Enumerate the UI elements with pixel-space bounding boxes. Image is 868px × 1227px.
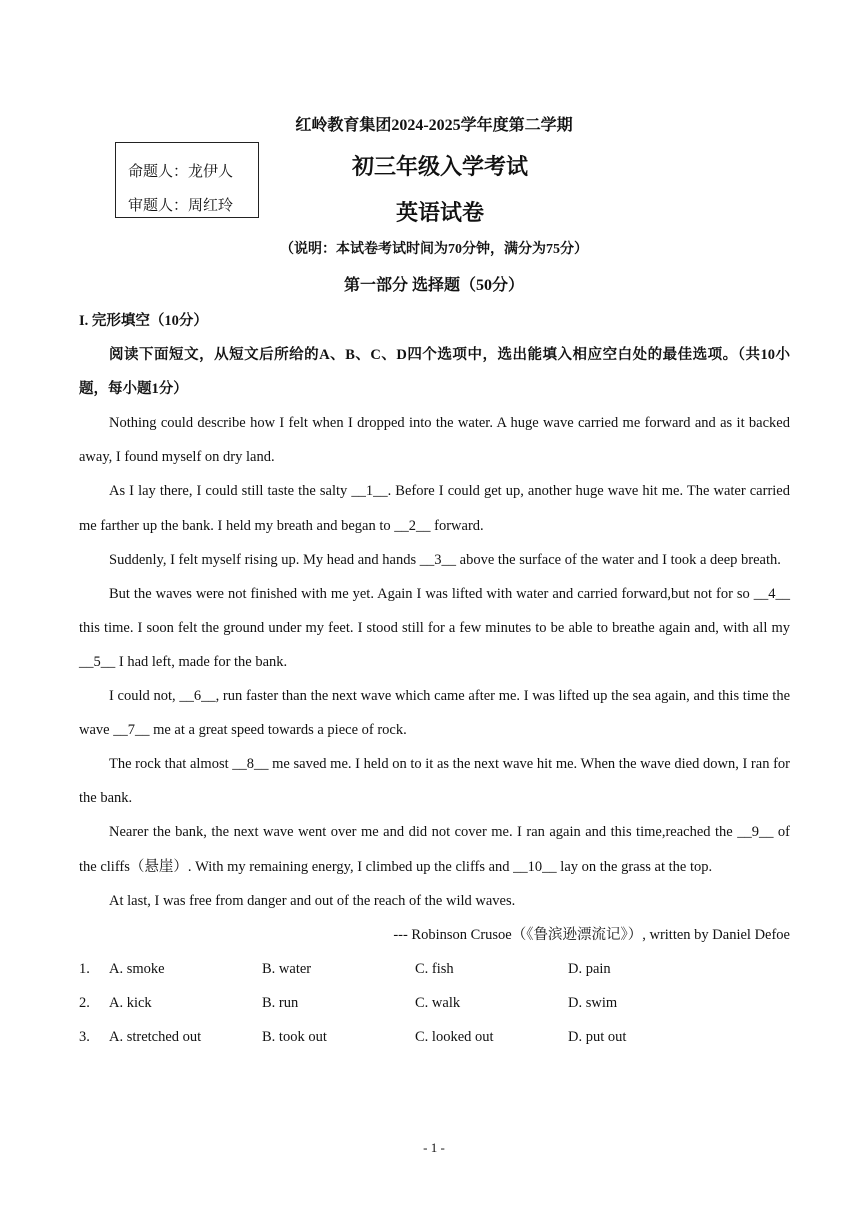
question-number: 1. <box>79 960 90 977</box>
option-a: A. stretched out <box>109 1028 202 1045</box>
question-options <box>79 1020 790 1054</box>
option-c: C. looked out <box>415 1028 494 1045</box>
option-b: B. took out <box>262 1028 327 1045</box>
passage-paragraph: I could not, __6__, run faster than the next wave which came after me. I was lifted up the sea again, and this time the wave __7__ me at a great speed towards a piece of rock. <box>79 688 790 739</box>
exam-note: （说明：本试卷考试时间为70分钟，满分为75分） <box>280 242 588 257</box>
question-number: 3. <box>79 1028 90 1045</box>
reviewer-line: 审题人：周红玲 <box>128 198 234 214</box>
passage-paragraph: At last, I was free from danger and out of the reach of the wild waves. <box>109 892 516 909</box>
school-title: 红岭教育集团2024-2025学年度第二学期 <box>295 117 573 134</box>
option-d: D. pain <box>568 960 611 977</box>
option-a: A. kick <box>109 994 152 1011</box>
option-c: C. walk <box>415 994 461 1011</box>
passage-paragraph: As I lay there, I could still taste the salty __1__. Before I could get up, another huge wave hit me. The water carried me farther up the bank. I held my breath and began to __2__ forward. <box>79 483 790 534</box>
option-b: B. run <box>262 994 299 1011</box>
exam-title: 初三年级入学考试 <box>351 154 528 179</box>
option-d: D. swim <box>568 994 618 1011</box>
subject-title: 英语试卷 <box>395 200 484 225</box>
passage-source: --- Robinson Crusoe（《鲁滨逊漂流记》）, written by Daniel Defoe <box>393 926 790 943</box>
option-b: B. water <box>262 960 312 977</box>
passage-paragraph: Suddenly, I felt myself rising up. My head and hands __3__ above the surface of the water and I took a deep breath. <box>109 551 781 568</box>
author-line: 命题人：龙伊人 <box>128 164 234 180</box>
passage-paragraph: Nothing could describe how I felt when I dropped into the water. A huge wave carried me forward and as it backed away, I found myself on dry land. <box>79 415 790 466</box>
option-c: C. fish <box>415 960 454 977</box>
option-d: D. put out <box>568 1028 627 1045</box>
author-box <box>115 142 259 218</box>
question-options <box>79 952 790 986</box>
page-number: - 1 - <box>423 1140 445 1155</box>
passage-paragraph: But the waves were not finished with me yet. Again I was lifted with water and carried forward,but not for so __4__ this time. I soon felt the ground under my feet. I stood still for a few minutes to be able to breathe again and, with all my __5__ I had left, made for the bank. <box>79 585 790 670</box>
section-instruction: 阅读下面短文，从短文后所给的A、B、C、D四个选项中，选出能填入相应空白处的最佳选项。（共10小题，每小题1分） <box>79 347 790 398</box>
part-title: 第一部分 选择题（50分） <box>343 277 524 294</box>
question-options <box>79 986 790 1020</box>
passage-paragraph: Nearer the bank, the next wave went over me and did not cover me. I ran again and this time,reached the __9__ of the cliffs（悬崖）. With my remaining energy, I climbed up the cliffs and __10__ lay on the grass at the top. <box>79 824 790 875</box>
passage-paragraph: The rock that almost __8__ me saved me. I held on to it as the next wave hit me. When the wave died down, I ran for the bank. <box>79 756 790 807</box>
exam-body <box>79 304 790 1054</box>
option-a: A. smoke <box>109 960 165 977</box>
section-title: I. 完形填空（10分） <box>79 313 208 329</box>
question-number: 2. <box>79 994 90 1011</box>
